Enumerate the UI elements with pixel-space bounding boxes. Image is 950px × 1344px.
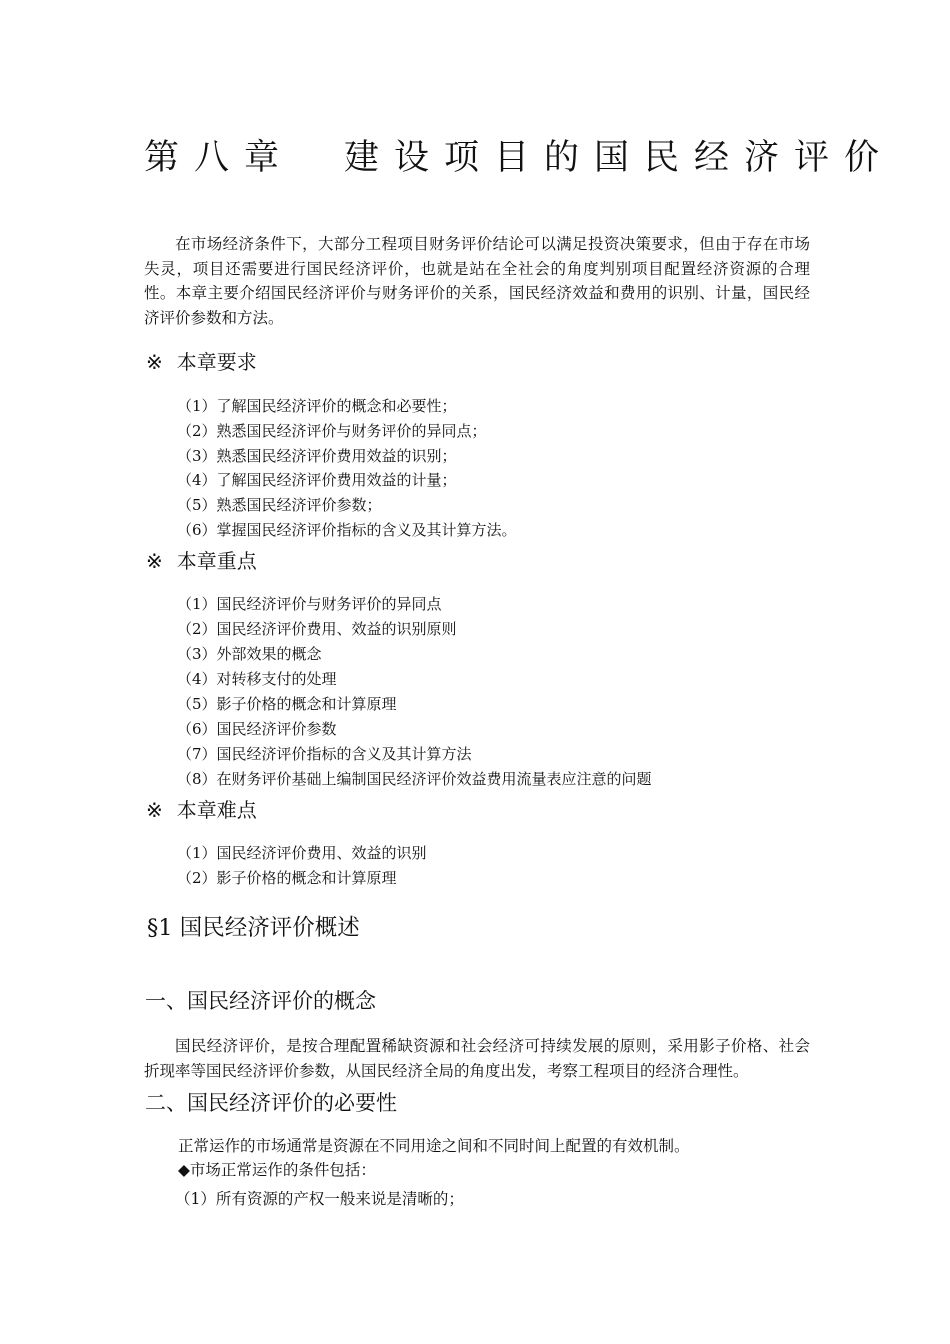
list-item: （1）国民经济评价费用、效益的识别 bbox=[177, 844, 427, 862]
list-item: （6）国民经济评价参数 bbox=[177, 720, 337, 738]
list-item: （8）在财务评价基础上编制国民经济评价效益费用流量表应注意的问题 bbox=[177, 770, 652, 788]
list-item: （1）所有资源的产权一般来说是清晰的； bbox=[175, 1190, 464, 1208]
intro-paragraph: 在市场经济条件下，大部分工程项目财务评价结论可以满足投资决策要求，但由于存在市场失灵，项目还需要进行国民经济评价，也就是站在全社会的角度判别项目配置经济资源的合理性。本章主要介绍国民经济评价与财务评价的关系，国民经济效益和费用的识别、计量，国民经济评价参数和方法。 bbox=[144, 235, 810, 327]
section1-heading: §1 国民经济评价概述 bbox=[147, 915, 360, 941]
reference-mark-icon: ※ bbox=[146, 798, 163, 822]
concept-paragraph: 国民经济评价，是按合理配置稀缺资源和社会经济可持续发展的原则，采用影子价格、社会折现率等国民经济评价参数，从国民经济全局的角度出发，考察工程项目的经济合理性。 bbox=[144, 1037, 810, 1080]
list-item: （4）了解国民经济评价费用效益的计量； bbox=[177, 471, 457, 489]
section-heading-text: 本章难点 bbox=[176, 798, 257, 822]
list-item: （3）熟悉国民经济评价费用效益的识别； bbox=[177, 447, 457, 465]
subsection-heading-necessity: 二、国民经济评价的必要性 bbox=[145, 1091, 397, 1115]
section-heading-text: 本章要求 bbox=[176, 350, 257, 374]
chapter-title: 第八章 建设项目的国民经济评价 bbox=[144, 138, 895, 178]
list-item: （2）国民经济评价费用、效益的识别原则 bbox=[177, 620, 457, 638]
section-heading-text: 本章重点 bbox=[176, 549, 257, 573]
section-heading-difficulties bbox=[146, 796, 257, 824]
list-item: （5）影子价格的概念和计算原理 bbox=[177, 695, 397, 713]
list-item: （2）熟悉国民经济评价与财务评价的异同点； bbox=[177, 422, 487, 440]
list-item: （2）影子价格的概念和计算原理 bbox=[177, 869, 397, 887]
section-heading-requirements bbox=[146, 348, 257, 376]
market-conditions-line: ◆市场正常运作的条件包括： bbox=[178, 1161, 376, 1179]
reference-mark-icon: ※ bbox=[146, 549, 163, 573]
section-heading-key-points bbox=[146, 547, 257, 575]
list-item: （5）熟悉国民经济评价参数； bbox=[177, 496, 382, 514]
list-item: （4）对转移支付的处理 bbox=[177, 670, 337, 688]
reference-mark-icon: ※ bbox=[146, 350, 163, 374]
list-item: （1）国民经济评价与财务评价的异同点 bbox=[177, 595, 442, 613]
subsection-heading-concept: 一、国民经济评价的概念 bbox=[145, 989, 376, 1013]
list-item: （7）国民经济评价指标的含义及其计算方法 bbox=[177, 745, 472, 763]
list-item: （6）掌握国民经济评价指标的含义及其计算方法。 bbox=[177, 521, 517, 539]
list-item: （3）外部效果的概念 bbox=[177, 645, 322, 663]
necessity-line: 正常运作的市场通常是资源在不同用途之间和不同时间上配置的有效机制。 bbox=[178, 1137, 690, 1155]
list-item: （1）了解国民经济评价的概念和必要性； bbox=[177, 397, 457, 415]
